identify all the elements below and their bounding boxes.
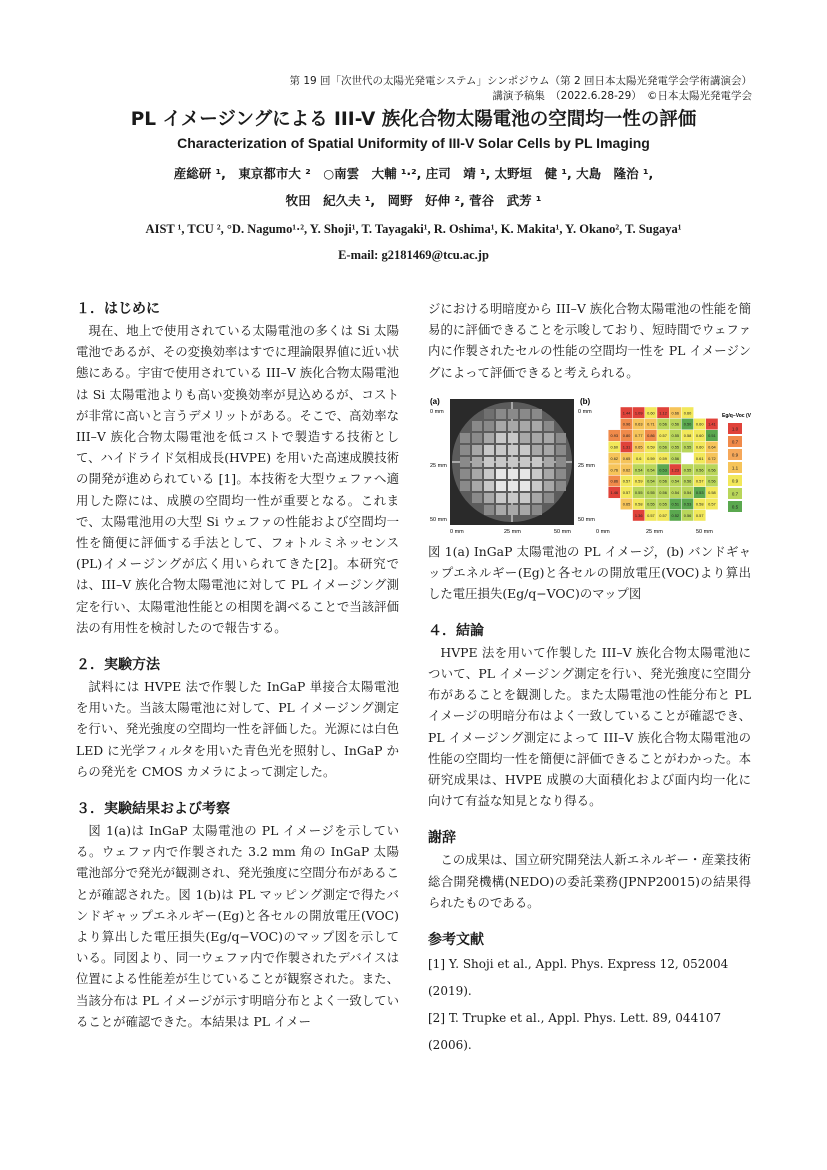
pl-cell <box>520 445 530 455</box>
pl-cell <box>508 493 518 503</box>
heatmap-value: 1.46 <box>610 489 619 495</box>
pl-cell <box>532 433 542 443</box>
colorbar-tick: 1.0 <box>731 426 739 432</box>
heatmap-value: 0.56 <box>659 478 667 484</box>
heatmap-value: 0.60 <box>647 410 655 416</box>
heatmap-value: 0.58 <box>708 489 716 495</box>
paper-subtitle: Characterization of Spatial Uniformity of III-V Solar Cells by PL Imaging <box>177 135 650 151</box>
heatmap-value: 1.41 <box>708 421 716 427</box>
pl-cell <box>544 445 554 455</box>
pl-cell <box>460 481 470 491</box>
email: E-mail: g2181469@tcu.ac.jp <box>338 248 489 262</box>
heatmap-value: 1.23 <box>671 467 680 473</box>
pl-cell <box>472 445 482 455</box>
panel-b-axis-y25: 25 mm <box>578 462 595 469</box>
heatmap-value: 0.56 <box>683 478 692 484</box>
proceedings-header <box>290 74 752 104</box>
pl-cell <box>508 481 518 491</box>
heatmap-value: 0.60 <box>610 444 619 450</box>
heatmap-value: 0.53 <box>695 489 704 495</box>
heatmap-value: 0.52 <box>671 512 680 518</box>
pl-cell <box>496 493 506 503</box>
header-line-2: 講演予稿集 （2022.6.28-29） ©日本太陽光発電学会 <box>492 90 752 102</box>
pl-cell <box>484 433 494 443</box>
heatmap-value: 0.60 <box>695 444 704 450</box>
pl-cell <box>484 409 494 419</box>
panel-a-axis-x50: 50 mm <box>554 528 571 535</box>
panel-a-axis-y50: 50 mm <box>430 516 447 523</box>
heatmap-value: 0.55 <box>659 501 667 507</box>
pl-cell <box>532 493 542 503</box>
heatmap-value: 0.50 <box>683 421 692 427</box>
heatmap-value: 0.60 <box>695 421 704 427</box>
heatmap-value: 0.59 <box>647 444 655 450</box>
heatmap-value: 0.55 <box>671 432 680 438</box>
ack-heading: 謝辞 <box>428 830 456 847</box>
reference-1: [1] Y. Shoji et al., Appl. Phys. Express 12, 052004 (2019). <box>428 957 729 999</box>
pl-cell <box>484 457 494 467</box>
pl-cell <box>472 457 482 467</box>
heatmap-value: 0.56 <box>683 512 692 518</box>
heatmap-value: 0.59 <box>647 455 655 461</box>
pl-cell <box>532 421 542 431</box>
heatmap-value: 0.55 <box>647 489 655 495</box>
heatmap-value: 0.55 <box>647 501 655 507</box>
pl-cell <box>532 409 542 419</box>
left-column <box>76 298 399 1032</box>
pl-cell <box>532 457 542 467</box>
pl-cell <box>520 469 530 479</box>
colorbar-tick: 0.5 <box>731 504 739 510</box>
pl-cell <box>484 469 494 479</box>
panel-a-axis-x0: 0 mm <box>450 528 464 535</box>
heatmap-value: 0.56 <box>659 444 667 450</box>
pl-cell <box>556 481 566 491</box>
pl-cell <box>472 433 482 443</box>
heatmap-value: 0.93 <box>610 432 619 438</box>
colorbar-tick: 0.9 <box>731 452 739 458</box>
pl-cell <box>496 505 506 515</box>
heatmap-value: 1.36 <box>634 512 643 518</box>
colorbar <box>728 423 742 512</box>
heatmap-value: 0.58 <box>634 501 643 507</box>
results-heading: ３．実験結果および考察 <box>76 801 230 818</box>
pl-cell <box>544 481 554 491</box>
pl-cell <box>508 469 518 479</box>
pl-cell <box>520 457 530 467</box>
panel-a-axis-x25: 25 mm <box>504 528 521 535</box>
heatmap-value: 1.44 <box>622 410 631 416</box>
panel-b-axis-x0: 0 mm <box>596 528 610 535</box>
heatmap-value: 0.56 <box>695 467 704 473</box>
heatmap-value: 0.86 <box>610 478 619 484</box>
authors-jp-line-2: 牧田 紀久夫 ¹, 岡野 好伸 ², 菅谷 武芳 ¹ <box>285 193 542 208</box>
heatmap-value: 1.09 <box>634 410 643 416</box>
header-line-1: 第 19 回「次世代の太陽光発電システム」シンポジウム（第 2 回日本太陽光発電学会学術講演会） <box>289 75 752 87</box>
heatmap-value: 0.64 <box>708 444 716 450</box>
heatmap-value: 0.57 <box>708 501 716 507</box>
colorbar-tick: 1.1 <box>731 465 739 471</box>
heatmap-value: 0.57 <box>659 512 667 518</box>
pl-cell <box>508 505 518 515</box>
pl-cell <box>544 421 554 431</box>
pl-cell <box>496 457 506 467</box>
heatmap-value: 0.72 <box>708 455 716 461</box>
heatmap-value: 0.54 <box>634 467 643 473</box>
heatmap-value: 0.55 <box>683 444 692 450</box>
pl-cell <box>472 421 482 431</box>
heatmap-value: 0.54 <box>671 478 680 484</box>
pl-cell <box>496 433 506 443</box>
heatmap-value: 1.12 <box>659 410 667 416</box>
pl-cell <box>484 421 494 431</box>
heatmap-value: 0.57 <box>659 432 667 438</box>
pl-cell <box>460 457 470 467</box>
pl-cell <box>556 445 566 455</box>
heatmap-value: 0.57 <box>647 512 655 518</box>
pl-cell <box>496 421 506 431</box>
heatmap-value: 0.56 <box>659 421 667 427</box>
results-text-b: ジにおける明暗度から III–V 族化合物太陽電池の性能を簡易的に評価できることを示唆しており、短時間でウェファ内に作製されたセルの性能の空間均一性を PL イメージングによって評価できると考えられる。 <box>428 301 751 380</box>
panel-b-label: (b) <box>580 396 591 406</box>
pl-cell <box>508 409 518 419</box>
heatmap-value: 0.56 <box>708 478 716 484</box>
conclusion-heading: ４．結論 <box>428 622 484 639</box>
panel-b-axis-y0: 0 mm <box>578 408 592 415</box>
panel-b-axis-x25: 25 mm <box>646 528 663 535</box>
heatmap-value: 0.86 <box>647 432 655 438</box>
pl-cell <box>496 409 506 419</box>
heatmap-value: 0.54 <box>647 478 655 484</box>
pl-cell <box>496 469 506 479</box>
right-column <box>428 298 751 1059</box>
pl-cell <box>520 409 530 419</box>
heatmap-value: 0.61 <box>695 455 704 461</box>
panel-a-axis-y0: 0 mm <box>430 408 444 415</box>
panel-a-label: (a) <box>430 396 440 406</box>
pl-cell <box>508 445 518 455</box>
authors-en: AIST ¹, TCU ², °D. Nagumo¹·², Y. Shoji¹, T. Tayagaki¹, R. Oshima¹, K. Makita¹, Y. Okano², T. Sugaya¹ <box>145 222 682 236</box>
pl-cell <box>460 469 470 479</box>
figure-1 <box>428 395 751 537</box>
conclusion-text: HVPE 法を用いて作製した III–V 族化合物太陽電池について、PL イメージング測定を行い、発光強度に空間分布があることを観測した。また太陽電池の性能分布と PL イメージの明暗分布はよく一致していることが確認でき、PL イメージング測定によって III–V 族化合物太陽電池の性能の空間均一性を簡便に評価できることがわかった。本研究成果は、HVPE 成膜の大面積化および面内均一化に向けて有益な知見となり得る。 <box>428 644 751 809</box>
heatmap-value: 0.77 <box>634 432 643 438</box>
heatmap-value: 0.57 <box>622 489 631 495</box>
heatmap-value: 0.59 <box>634 478 643 484</box>
pl-cell <box>556 457 566 467</box>
heatmap-value: 0.62 <box>622 467 631 473</box>
colorbar-tick: 0.7 <box>731 439 739 445</box>
heatmap-value: 0.6 <box>635 455 642 461</box>
pl-cell <box>544 433 554 443</box>
pl-cell <box>484 505 494 515</box>
heatmap-value: 0.96 <box>622 421 631 427</box>
pl-cell <box>460 433 470 443</box>
heatmap-value: 0.54 <box>647 467 655 473</box>
intro-heading: １．はじめに <box>76 301 160 317</box>
heatmap-value: 0.60 <box>683 410 692 416</box>
heatmap-value: 0.63 <box>634 421 643 427</box>
pl-cell <box>520 433 530 443</box>
heatmap-value: 0.58 <box>683 432 692 438</box>
refs-heading: 参考文献 <box>428 932 484 949</box>
heatmap-value: 0.62 <box>610 455 619 461</box>
pl-cell <box>556 469 566 479</box>
pl-cell <box>460 445 470 455</box>
heatmap-value: 0.56 <box>671 455 680 461</box>
heatmap-value: 0.65 <box>622 501 631 507</box>
heatmap-value: 0.57 <box>695 512 704 518</box>
heatmap-value: 1.31 <box>622 444 631 450</box>
pl-cell <box>532 469 542 479</box>
method-text: 試料には HVPE 法で作製した InGaP 単接合太陽電池を用いた。当該太陽電池に対して、PL イメージング測定を行い、発光強度の空間均一性を評価した。光源には白色 LED に光学フィルタを用いた青色光を照射し、InGaP からの発光を CMOS カメラによって測定した。 <box>76 679 399 779</box>
authors-jp-line-1: 産総研 ¹, 東京都市大 ² ○南雲 大輔 ¹·², 庄司 靖 ¹, 太野垣 健 ¹, 大島 隆治 ¹, <box>173 166 654 181</box>
heatmap-value: 0.53 <box>683 501 692 507</box>
heatmap-value: 0.55 <box>671 444 680 450</box>
heatmap-value: 0.57 <box>695 478 704 484</box>
intro-text: 現在、地上で使用されている太陽電池の多くは Si 太陽電池であるが、その変換効率はすでに理論限界値に近い状態にある。宇宙で使用されている III–V 族化合物太陽電池は Si 太陽電池よりも高い変換効率が見込めるが、コストが非常に高いと言うデメリットがある。そこで、高効率な III–V 族化合物太陽電池を低コストで製造する技術として、ハイドライド気相成長(HVPE) を用いた高速成膜技術の開発が進められている [1]。本技術を大型ウェファへ適用した際には、成膜の空間均一性が重要となる。これまで、太陽電池用の大型 Si ウェファの性能および空間均一性を簡便に評価する手法として、フォトルミネッセンス(PL)イメージングが広く用いられてきた[2]。本研究では、III–V 族化合物太陽電池に対して PL イメージング測定を行い、太陽電池性能との相関を調べることで当該評価法の有用性を検討したので報告する。 <box>76 323 399 635</box>
pl-cell <box>508 457 518 467</box>
heatmap-value: 0.56 <box>708 467 716 473</box>
pl-cell <box>544 493 554 503</box>
panel-b-axis-y50: 50 mm <box>578 516 595 523</box>
pl-cell <box>532 445 542 455</box>
figure-caption: 図 1(a) InGaP 太陽電池の PL イメージ，(b) バンドギャップエネルギー(Eg)と各セルの開放電圧(VOC)より算出した電圧損失(Eg/q−VOC)のマップ図 <box>428 543 751 601</box>
heatmap-value: 0.55 <box>634 489 643 495</box>
heatmap-value: 0.65 <box>634 444 643 450</box>
pl-cell <box>496 445 506 455</box>
heatmap-value: 0.80 <box>622 432 631 438</box>
heatmap-value: 0.56 <box>671 421 680 427</box>
pl-cell <box>472 493 482 503</box>
heatmap-value: 0.65 <box>622 455 631 461</box>
heatmap-value: 0.58 <box>695 501 704 507</box>
heatmap-value: 0.57 <box>622 478 631 484</box>
heatmap-value: 0.51 <box>671 501 680 507</box>
heatmap-value: 0.76 <box>610 467 619 473</box>
heatmap-value: 0.55 <box>683 467 692 473</box>
heatmap-value: 0.59 <box>659 455 667 461</box>
heatmap-value: 0.71 <box>647 421 655 427</box>
pl-cell <box>508 433 518 443</box>
results-text-a: 図 1(a)は InGaP 太陽電池の PL イメージを示している。ウェファ内で作製された 3.2 mm 角の InGaP 太陽電池部分で発光が観測され、発光強度に空間分布があることが確認された。図 1(b)は PL マッピング測定で得たバンドギャップエネルギー(Eg)と各セルの開放電圧(VOC)より算出した電圧損失(Eg/q−VOC)のマップ図を示している。同図より、同一ウェファ内で作製されたデバイスは位置による性能差が生じていることが観察された。また、当該分布は PL イメージが示す明暗分布とよく一致していることが確認できた。本結果は PL イメー <box>76 823 399 1029</box>
figure-1-graphic <box>428 395 751 537</box>
pl-cell <box>472 469 482 479</box>
heatmap-value: 0.54 <box>671 489 680 495</box>
pl-cell <box>520 481 530 491</box>
pl-cell <box>472 481 482 491</box>
heatmap-value: 0.54 <box>683 489 692 495</box>
pl-cell <box>484 493 494 503</box>
colorbar-tick: 0.7 <box>731 491 739 497</box>
pl-cell <box>556 433 566 443</box>
heatmap-value: 0.51 <box>708 432 716 438</box>
heatmap-value: 0.53 <box>659 467 667 473</box>
pl-image-cells <box>460 409 566 515</box>
pl-cell <box>496 481 506 491</box>
pl-cell <box>520 421 530 431</box>
pl-cell <box>544 469 554 479</box>
heatmap-cells <box>608 407 718 521</box>
paper-title: PL イメージングによる III-V 族化合物太陽電池の空間均一性の評価 <box>130 109 697 130</box>
pl-cell <box>484 481 494 491</box>
ack-text: この成果は、国立研究開発法人新エネルギー・産業技術総合開発機構(NEDO)の委託業務(JPNP20015)の結果得られたものである。 <box>428 852 751 910</box>
panel-b-axis-x50: 50 mm <box>696 528 713 535</box>
colorbar-tick: 0.9 <box>731 478 739 484</box>
panel-a-axis-y25: 25 mm <box>430 462 447 469</box>
pl-cell <box>544 457 554 467</box>
method-heading: ２．実験方法 <box>76 657 160 674</box>
pl-cell <box>484 445 494 455</box>
heatmap-value: 0.66 <box>671 410 680 416</box>
reference-2: [2] T. Trupke et al., Appl. Phys. Lett. 89, 044107 (2006). <box>428 1011 722 1053</box>
pl-cell <box>508 421 518 431</box>
colorbar-title: Eg/q−Voc (V) <box>722 412 751 419</box>
pl-cell <box>532 505 542 515</box>
pl-cell <box>532 481 542 491</box>
pl-cell <box>520 505 530 515</box>
pl-cell <box>520 493 530 503</box>
heatmap-value: 0.56 <box>659 489 667 495</box>
heatmap-value: 0.60 <box>695 432 704 438</box>
